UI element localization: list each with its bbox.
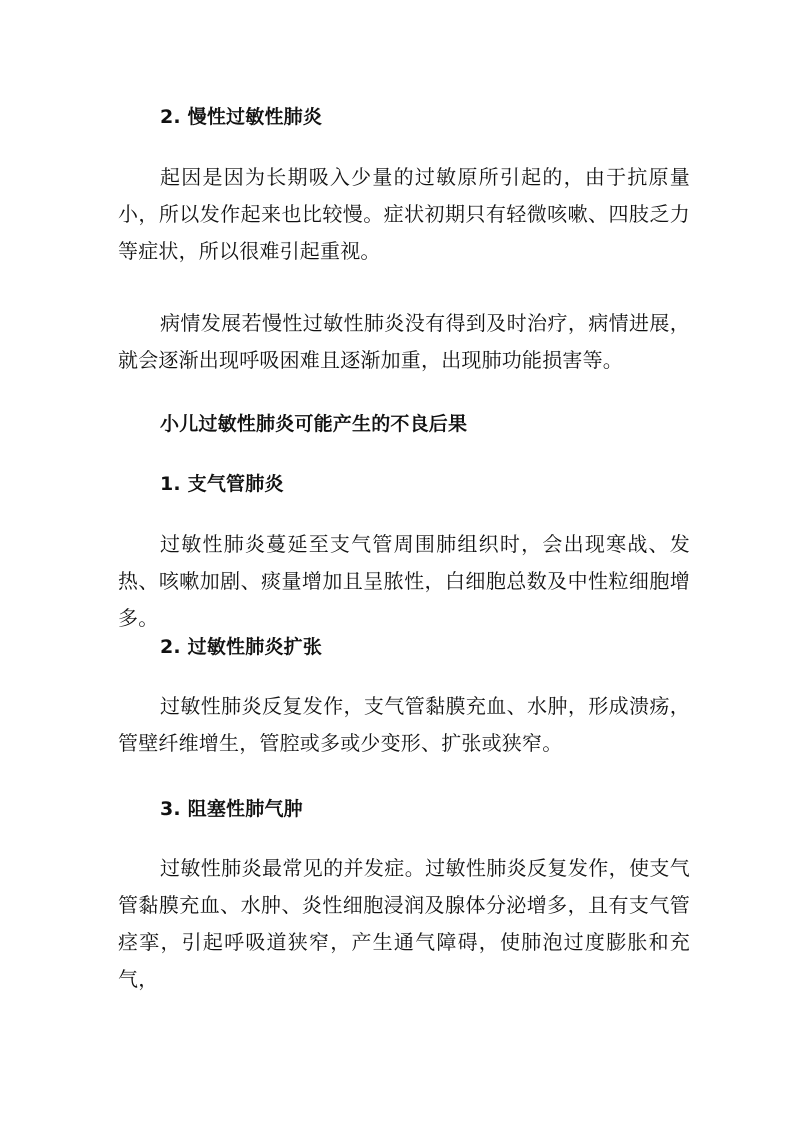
heading-allergic-pneumonia-dilation: 2. 过敏性肺炎扩张: [160, 636, 323, 658]
paragraph-chronic-cause: 起因是因为长期吸入少量的过敏原所引起的，由于抗原量小，所以发作起来也比较慢。症状初期只有轻微咳嗽、四肢乏力等症状，所以很难引起重视。: [118, 165, 690, 263]
heading-chronic-allergic-pneumonia: 2. 慢性过敏性肺炎: [160, 106, 323, 128]
paragraph-obstructive-emphysema: 过敏性肺炎最常见的并发症。过敏性肺炎反复发作，使支气管黏膜充血、水肿、炎性细胞浸润及腺体分泌增多，且有支气管痉挛，引起呼吸道狭窄，产生通气障碍，使肺泡过度膨胀和充气，: [118, 856, 690, 991]
paragraph-chronic-progression: 病情发展若慢性过敏性肺炎没有得到及时治疗，病情进展，就会逐渐出现呼吸困难且逐渐加重，出现肺功能损害等。: [118, 311, 690, 372]
paragraph-bronchopneumonia: 过敏性肺炎蔓延至支气管周围肺组织时，会出现寒战、发热、咳嗽加剧、痰量增加且呈脓性，白细胞总数及中性粒细胞增多。: [118, 532, 690, 630]
heading-bronchopneumonia: 1. 支气管肺炎: [160, 473, 284, 495]
paragraph-dilation: 过敏性肺炎反复发作，支气管黏膜充血、水肿，形成溃疡，管壁纤维增生，管腔或多或少变形、扩张或狭窄。: [118, 694, 690, 755]
heading-obstructive-emphysema: 3. 阻塞性肺气肿: [160, 798, 303, 820]
heading-adverse-consequences: 小儿过敏性肺炎可能产生的不良后果: [160, 413, 468, 435]
